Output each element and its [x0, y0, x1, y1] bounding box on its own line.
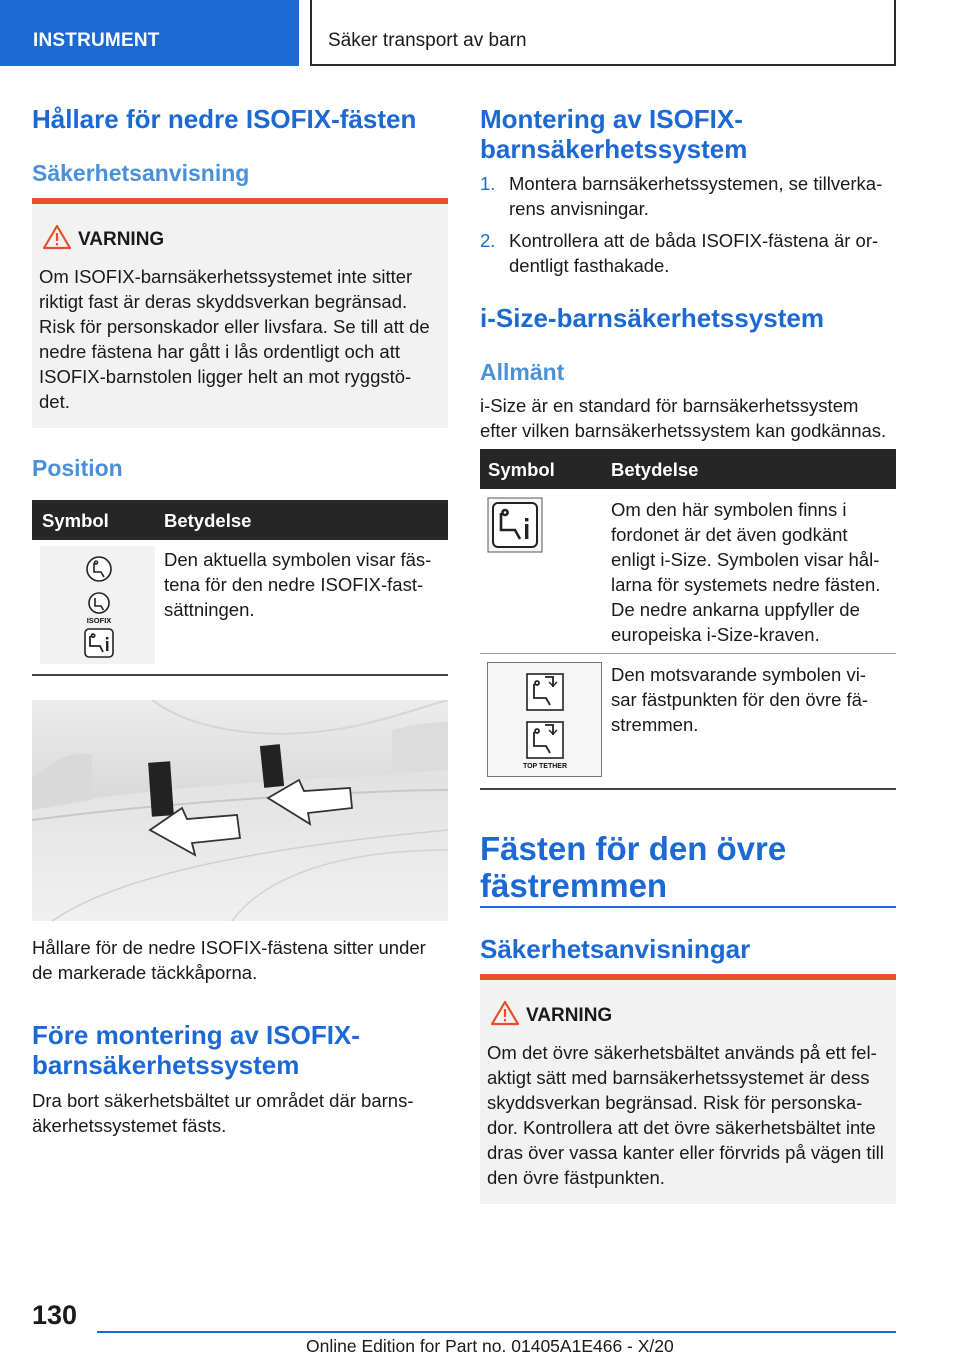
anchor-heading: Fästen för den övre	[480, 830, 787, 867]
chapter-header	[310, 0, 896, 66]
section-title: Hållare för nedre ISOFIX-fästen	[32, 104, 417, 134]
mount-heading: Montering av ISOFIX-	[480, 104, 743, 134]
column-symbol: Symbol	[488, 459, 555, 480]
table-cell-text: Den aktuella symbolen visar fäs-	[164, 549, 432, 570]
warning-line: den övre fästpunkten.	[487, 1167, 665, 1188]
warning-label: VARNING	[78, 229, 165, 250]
table-cell-text: sättningen.	[164, 599, 255, 620]
before-text: äkerhetssystemet fästs.	[32, 1115, 227, 1136]
warning-line: ISOFIX-barnstolen ligger helt an mot ryggstö-	[39, 366, 412, 387]
photo-caption: de markerade täckkåporna.	[32, 962, 258, 983]
step-text: Kontrollera att de båda ISOFIX-fästena är or-	[509, 230, 879, 251]
step-number: 2.	[480, 230, 496, 251]
table-cell-text: tena för den nedre ISOFIX-fast-	[164, 574, 424, 595]
warning-line: riktigt fast är deras skyddsverkan begränsad.	[39, 291, 408, 312]
warning-line: Om ISOFIX-barnsäkerhetssystemet inte sitter	[39, 266, 413, 287]
isofix-label: ISOFIX	[86, 616, 112, 625]
warning-line: dor. Kontrollera att det övre säkerhetsbältet inte	[487, 1117, 876, 1138]
isize-table-header	[480, 449, 896, 489]
table-rule	[480, 788, 896, 790]
footer-rule	[97, 1331, 896, 1333]
isofix-symbol-cell	[40, 546, 155, 664]
isize-symbol-cell	[487, 497, 543, 553]
table-cell-text: Om den här symbolen finns i	[611, 499, 847, 520]
rear-seat-illustration	[32, 700, 448, 921]
table-cell-text: europeiska i-Size-kraven.	[611, 624, 820, 645]
section-tab[interactable]	[0, 0, 299, 66]
warning-box	[32, 198, 448, 428]
step-text: rens anvisningar.	[509, 198, 649, 219]
step-text: dentligt fasthakade.	[509, 255, 670, 276]
edition-text: Online Edition for Part no. 01405A1E466 - X/20	[306, 1336, 674, 1356]
column-meaning: Betydelse	[164, 510, 252, 531]
top-tether-icon	[487, 662, 602, 777]
isize-heading: i-Size-barnsäkerhetssystem	[480, 303, 824, 333]
isofix-seat-icon	[40, 546, 155, 664]
position-heading: Position	[32, 455, 123, 481]
table-rule	[480, 653, 896, 654]
table-cell-text: fordonet är det även godkänt	[611, 524, 848, 545]
warning-line: aktigt sätt med barnsäkerhetssystemet är dess	[487, 1067, 870, 1088]
page-number: 130	[32, 1300, 78, 1330]
warning-line: dras över vassa kanter eller förvrids på vägen till	[487, 1142, 884, 1163]
warning-line: skyddsverkan begränsad. Risk för personska-	[487, 1092, 863, 1113]
before-text: Dra bort säkerhetsbältet ur området där barns-	[32, 1090, 414, 1111]
column-symbol: Symbol	[42, 510, 109, 531]
safety-heading-right: Säkerhetsanvisningar	[480, 934, 751, 964]
general-text: efter vilken barnsäkerhetssystem kan godkännas.	[480, 420, 887, 441]
symbol-table-header	[32, 500, 448, 540]
section-tab-label: INSTRUMENT	[33, 30, 160, 51]
table-cell-text: Den motsvarande symbolen vi-	[611, 664, 866, 685]
warning-line: det.	[39, 391, 70, 412]
top-tether-label: TOP TETHER	[522, 763, 568, 770]
warning-triangle-icon	[42, 224, 72, 250]
top-tether-symbol-cell	[487, 662, 602, 777]
warning-label: VARNING	[526, 1005, 613, 1026]
table-cell-text: De nedre ankarna uppfyller de	[611, 599, 860, 620]
table-cell-text: larna för systemets nedre fästen.	[611, 574, 881, 595]
warning-line: Om det övre säkerhetsbältet används på ett fel-	[487, 1042, 877, 1063]
photo-caption: Hållare för de nedre ISOFIX-fästena sitter under	[32, 937, 426, 958]
table-cell-text: stremmen.	[611, 714, 699, 735]
warning-triangle-icon	[490, 1000, 520, 1026]
chapter-title: Säker transport av barn	[328, 30, 527, 51]
general-text: i-Size är en standard för barnsäkerhetssystem	[480, 395, 859, 416]
warning-line: Risk för personskador eller livsfara. Se till att de	[39, 316, 430, 337]
heading-rule	[480, 906, 896, 908]
before-heading: Före montering av ISOFIX-	[32, 1020, 360, 1050]
table-cell-text: enligt i-Size. Symbolen visar hål-	[611, 549, 880, 570]
isize-seat-icon	[487, 497, 543, 553]
step-text: Montera barnsäkerhetssystemen, se tillverka-	[509, 173, 883, 194]
table-rule	[32, 674, 448, 676]
safety-heading: Säkerhetsanvisning	[32, 160, 250, 186]
table-cell-text: sar fästpunkten för den övre fä-	[611, 689, 869, 710]
warning-box	[480, 974, 896, 1204]
rear-seat-photo	[32, 700, 448, 921]
column-meaning: Betydelse	[611, 459, 699, 480]
general-heading: Allmänt	[480, 359, 565, 385]
mount-heading: barnsäkerhetssystem	[480, 134, 748, 164]
before-heading: barnsäkerhetssystem	[32, 1050, 300, 1080]
anchor-heading: fästremmen	[480, 867, 668, 904]
warning-line: nedre fästena har gått i lås ordentligt och att	[39, 341, 400, 362]
step-number: 1.	[480, 173, 496, 194]
